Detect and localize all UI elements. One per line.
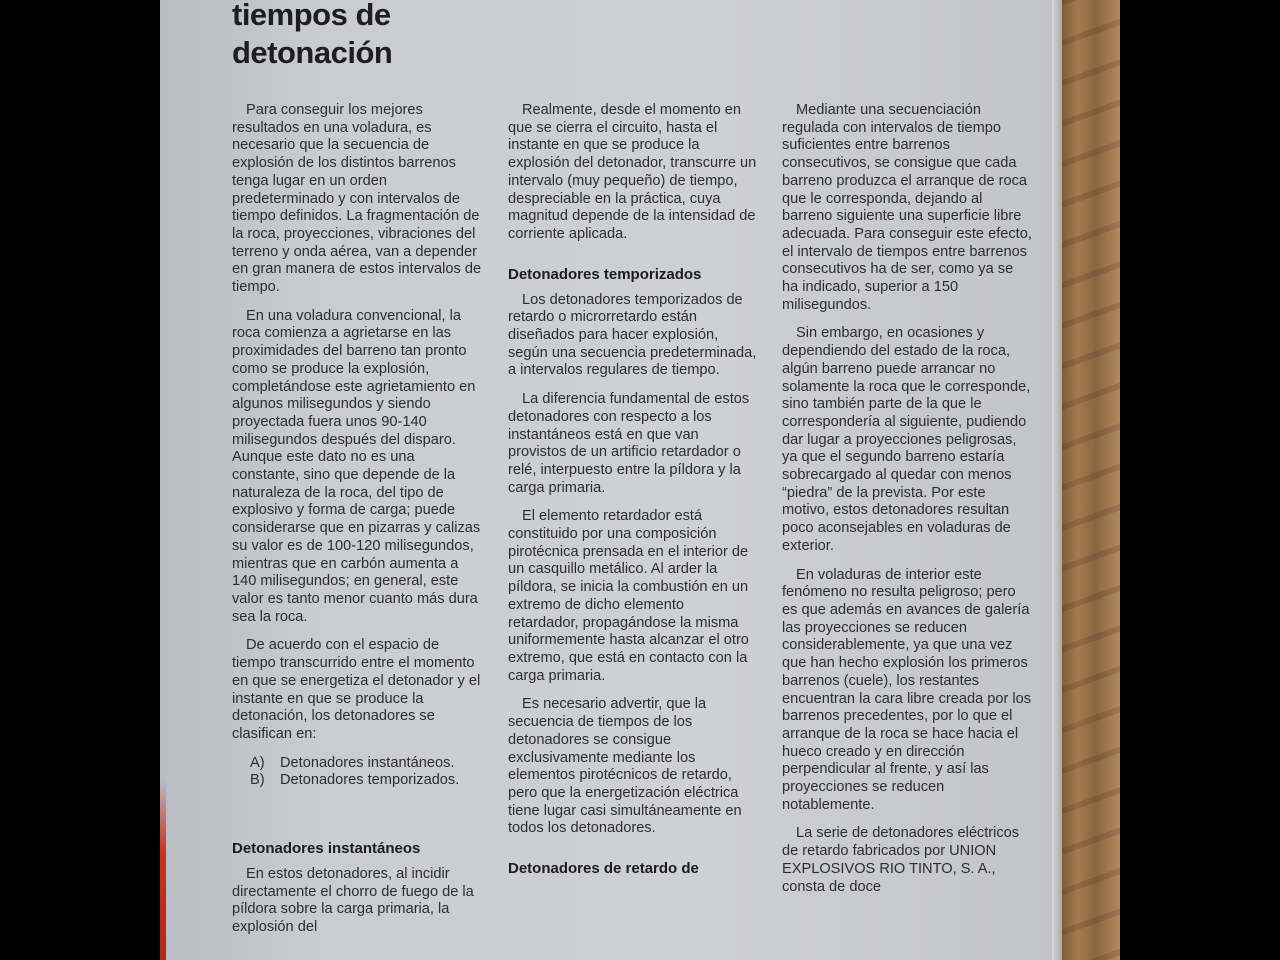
paragraph: Sin embargo, en ocasiones y dependiendo del estado de la roca, algún barreno puede arrancar no solamente la roca que le corresponde, sino también parte de la que le correspondería al siguiente, pudiendo dar lugar a proyecciones peligrosas, ya que el segundo barreno estaría sobrecargado al quedar con menos “piedra” de la prevista. Por este motivo, estos detonadores resultan poco aconsejables en voladuras de exterior. (782, 325, 1031, 554)
wooden-table-background (1060, 0, 1120, 960)
paragraph: Los detonadores temporizados de retardo o microrretardo están diseñados para hacer explosión, según una secuencia predeterminada, a intervalos regulares de tiempo. (508, 291, 757, 379)
page-title (232, 0, 392, 72)
list-item-key: A) (250, 754, 265, 771)
title-line-2: detonación (232, 35, 393, 70)
title-line-1: tiempos de (232, 0, 391, 32)
paragraph: La diferencia fundamental de estos detonadores con respecto a los instantáneos está en que van provistos de un artificio retardador o relé, interpuesto entre la píldora y la carga primaria. (508, 391, 750, 496)
paragraph: Realmente, desde el momento en que se cierra el circuito, hasta el instante en que se produce la explosión del detonador, transcurre un intervalo (muy pequeño) de tiempo, despreciable en la práctica, cuya magnitud depende de la intensidad de corriente aplicada. (508, 102, 757, 242)
paragraph: En estos detonadores, al incidir directamente el chorro de fuego de la píldora sobre la carga primaria, la explosión del (232, 866, 474, 936)
classification-list (250, 755, 482, 790)
paragraph: En una voladura convencional, la roca comienza a agrietarse en las proximidades del barreno tan pronto como se produce la explosión, completándose este agrietamiento en algunos milisegundos y siendo proyectada fuera unos 90-140 milisegundos después del disparo. Aunque este dato no es una constante, sino que depende de la naturaleza de la roca, del tipo de explosivo y forma de carga; puede considerarse que en pizarras y calizas su valor es de 100-120 milisegundos, mientras que en carbón aumenta a 140 milisegundos; en general, este valor es tanto menor cuanto más dura sea la roca. (232, 307, 481, 625)
paragraph: Para conseguir los mejores resultados en una voladura, es necesario que la secuencia de explosión de los distintos barrenos tenga lugar en un orden predeterminado y con intervalos de tiempo definidos. La fragmentación de la roca, proyecciones, vibraciones del terreno y onda aérea, van a depender en gran manera de estos intervalos de tiempo. (232, 102, 482, 296)
list-item-text: Detonadores instantáneos. (280, 754, 455, 771)
paragraph: La serie de detonadores eléctricos de retardo fabricados por UNION EXPLOSIVOS RIO TINTO, S. A., consta de doce (782, 825, 1020, 895)
list-item-text: Detonadores temporizados. (280, 772, 460, 789)
list-item-key: B) (250, 772, 265, 789)
paragraph: Es necesario advertir, que la secuencia de tiempos de los detonadores se consigue exclusivamente mediante los elementos pirotécnicos de retardo, pero que la energetización eléctrica tiene lugar casi simultáneamente en todos los detonadores. (508, 696, 742, 837)
section-heading-retardo: Detonadores de retardo de (508, 860, 699, 878)
book-page (160, 0, 1060, 960)
paragraph: De acuerdo con el espacio de tiempo transcurrido entre el momento en que se energetiza el detonador y el instante en que se produce la detonación, los detonadores se clasifican en: (232, 637, 481, 742)
text-column-2 (508, 102, 758, 886)
list-item (250, 755, 482, 773)
paragraph: Mediante una secuenciación regulada con intervalos de tiempo suficientes entre barrenos consecutivos, se consigue que cada barreno produzca el arranque de roca que le corresponda, dejando al barreno siguiente una superficie libre adecuada. Para conseguir este efecto, el intervalo de tiempos entre barrenos consecutivos ha de ser, como ya se ha indicado, superior a 150 milisegundos. (782, 102, 1032, 313)
text-column-3 (782, 102, 1032, 907)
page-edge (1052, 0, 1062, 960)
text-column-1 (232, 102, 482, 948)
section-heading-instantaneous: Detonadores instantáneos (232, 840, 421, 858)
section-heading-temporized: Detonadores temporizados (508, 265, 702, 283)
list-item (250, 772, 482, 790)
red-cover-edge (160, 780, 166, 960)
paragraph: En voladuras de interior este fenómeno no resulta peligroso; pero es que además en avances de galería las proyecciones se reducen considerablemente, ya que una vez que han hecho explosión los primeros barrenos (cuele), los restantes encuentran la cara libre creada por los barrenos precedentes, por lo que el arranque de la roca se hace hacia el hueco creado y en dirección perpendicular al frente, y así las proyecciones se reducen notablemente. (782, 566, 1032, 813)
paragraph: El elemento retardador está constituido por una composición pirotécnica prensada en el interior de un casquillo metálico. Al arder la píldora, se inicia la combustión en un extremo de dicho elemento retardador, propagándose la misma uniformemente hasta alcanzar el otro extremo, que está en contacto con la carga primaria. (508, 508, 749, 684)
